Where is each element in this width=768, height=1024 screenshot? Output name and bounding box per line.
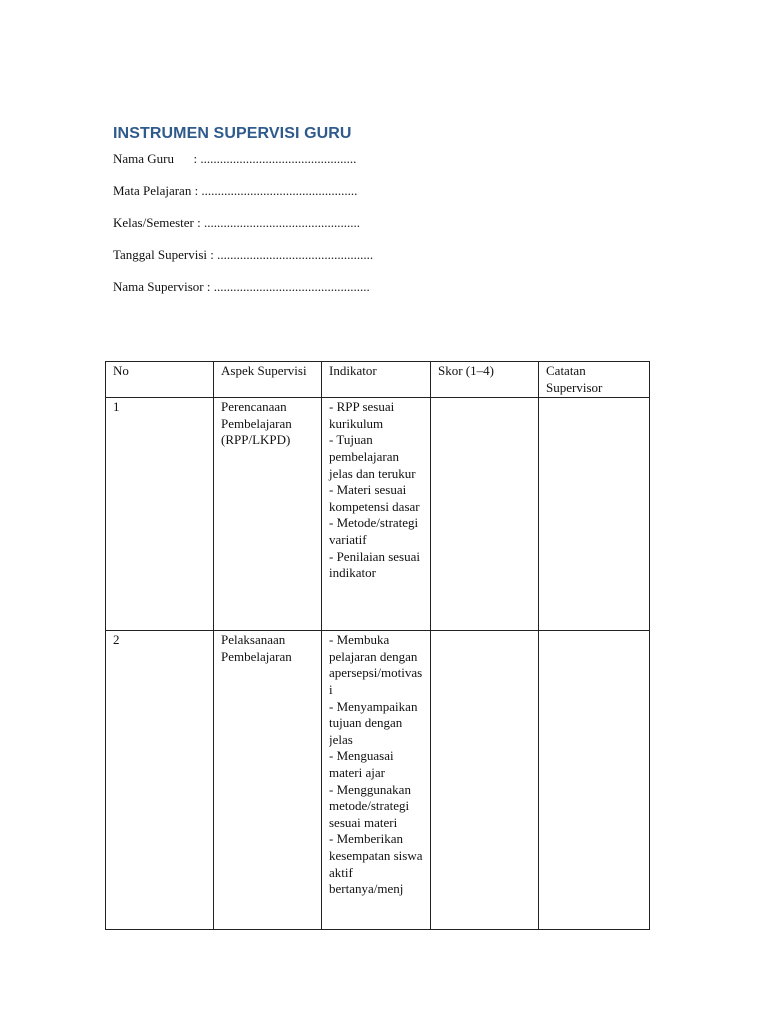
table-row bbox=[106, 398, 650, 631]
header-aspek: Aspek Supervisi bbox=[214, 362, 322, 398]
header-skor: Skor (1–4) bbox=[431, 362, 539, 398]
header-no: No bbox=[106, 362, 214, 398]
cell-aspek: Perencanaan Pembelajaran (RPP/LKPD) bbox=[214, 398, 322, 631]
cell-aspek: Pelaksanaan Pembelajaran bbox=[214, 631, 322, 930]
cell-catatan[interactable] bbox=[539, 631, 650, 930]
indicator-item: - Tujuan pembelajaran jelas dan terukur bbox=[329, 432, 416, 481]
cell-skor[interactable] bbox=[431, 398, 539, 631]
table-header-row bbox=[106, 362, 650, 398]
cell-catatan[interactable] bbox=[539, 398, 650, 631]
header-catatan: Catatan Supervisor bbox=[539, 362, 650, 398]
indicator-item: - Menyampaikan tujuan dengan jelas bbox=[329, 698, 418, 747]
field-nama-guru: Nama Guru : ................................................ bbox=[113, 151, 357, 166]
field-kelas-semester: Kelas/Semester : ................................................ bbox=[113, 215, 360, 230]
cell-indikator bbox=[322, 631, 431, 930]
indicator-item: - Memberikan kesempatan siswa aktif bertanya/menj bbox=[329, 831, 423, 897]
document-title: INSTRUMEN SUPERVISI GURU bbox=[113, 125, 352, 142]
field-nama-supervisor: Nama Supervisor : ................................................ bbox=[113, 279, 370, 294]
indicator-item: - RPP sesuai kurikulum bbox=[329, 399, 395, 431]
indicator-item: - Materi sesuai kompetensi dasar bbox=[329, 482, 420, 514]
table-row bbox=[106, 631, 650, 930]
cell-indikator bbox=[322, 398, 431, 631]
indicator-item: - Membuka pelajaran dengan apersepsi/motivasi bbox=[329, 632, 423, 697]
indicator-item: - Menguasai materi ajar bbox=[329, 748, 394, 780]
field-tanggal-supervisi: Tanggal Supervisi : ................................................ bbox=[113, 247, 374, 262]
cell-no: 2 bbox=[106, 631, 214, 930]
supervision-table bbox=[105, 361, 650, 930]
indicator-item: - Penilaian sesuai indikator bbox=[329, 548, 420, 581]
indicator-item: - Menggunakan metode/strategi sesuai materi bbox=[329, 781, 411, 830]
field-mata-pelajaran: Mata Pelajaran : ................................................ bbox=[113, 183, 358, 198]
indicator-item: - Metode/strategi variatif bbox=[329, 515, 419, 547]
cell-skor[interactable] bbox=[431, 631, 539, 930]
header-indikator: Indikator bbox=[322, 362, 431, 398]
cell-no: 1 bbox=[106, 398, 214, 631]
